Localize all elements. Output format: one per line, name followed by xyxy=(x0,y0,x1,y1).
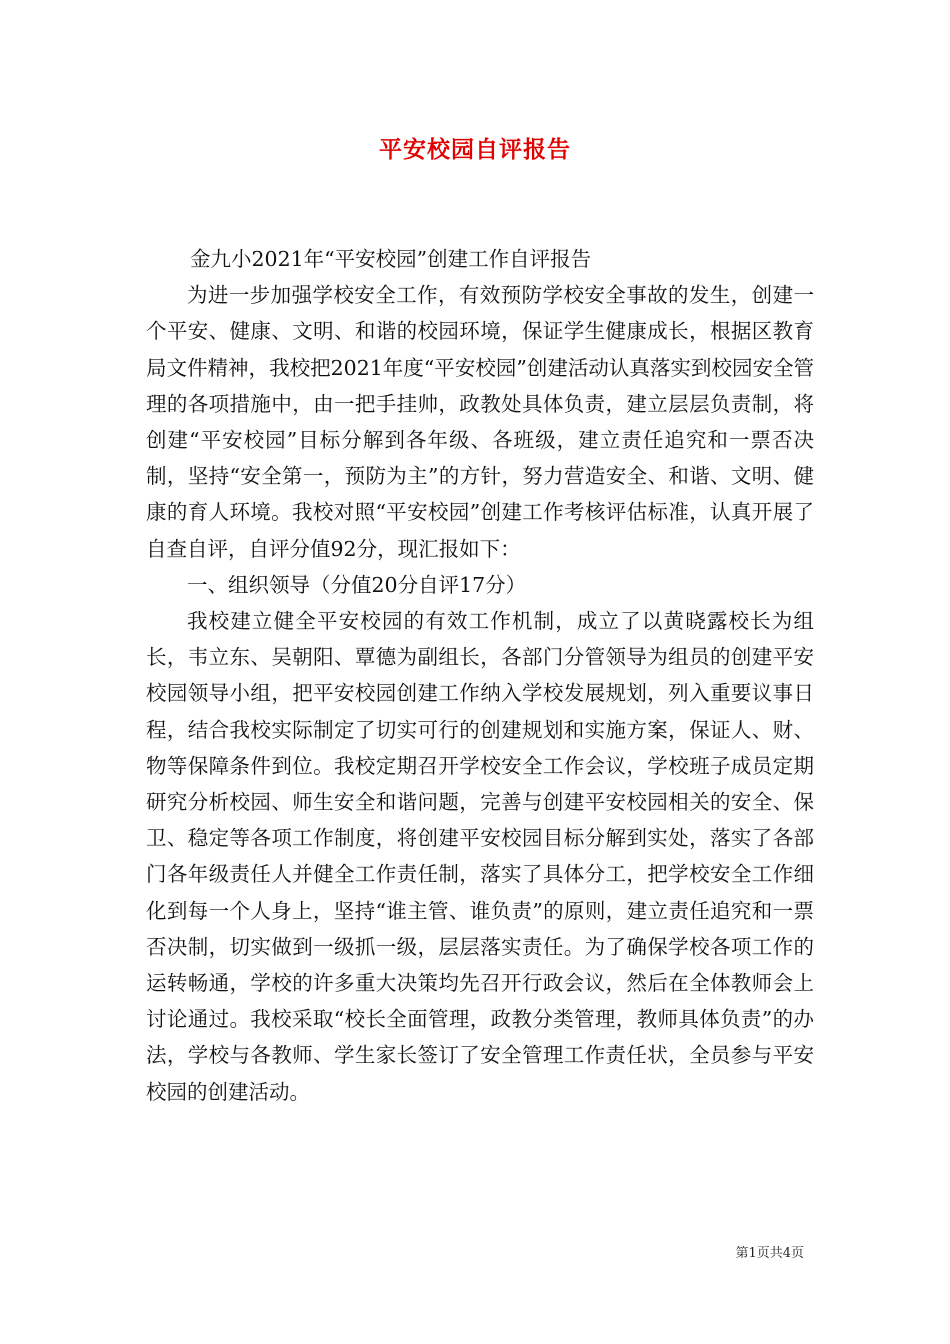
document-title: 平安校园自评报告 xyxy=(379,136,571,163)
paragraph-intro: 为进一步加强学校安全工作，有效预防学校安全事故的发生，创建一个平安、健康、文明、和谐的校园环境，保证学生健康成长，根据区教育局文件精神，我校把2021年度“平安校园”创建活动认真落实到校园安全管理的各项措施中，由一把手挂帅，政教处具体负责，建立层层负责制，将创建“平安校园”目标分解到各年级、各班级，建立责任追究和一票否决制，坚持“安全第一，预防为主”的方针，努力营造安全、和谐、文明、健康的育人环境。我校对照“平安校园”创建工作考核评估标准，认真开展了自查自评，自评分值92分，现汇报如下： xyxy=(146,283,814,561)
document-subtitle: 金九小2021年“平安校园”创建工作自评报告 xyxy=(190,247,592,271)
page-number: 第1页共4页 xyxy=(735,1246,804,1261)
paragraph-organization: 我校建立健全平安校园的有效工作机制，成立了以黄晓露校长为组长，韦立东、吴朝阳、覃德为副组长，各部门分管领导为组员的创建平安校园领导小组，把平安校园创建工作纳入学校发展规划，列入重要议事日程，结合我校实际制定了切实可行的创建规划和实施方案，保证人、财、物等保障条件到位。我校定期召开学校安全工作会议，学校班子成员定期研究分析校园、师生安全和谐问题，完善与创建平安校园相关的安全、保卫、稳定等各项工作制度，将创建平安校园目标分解到实处，落实了各部门各年级责任人并健全工作责任制，落实了具体分工，把学校安全工作细化到每一个人身上，坚持“谁主管、谁负责”的原则，建立责任追究和一票否决制，切实做到一级抓一级，层层落实责任。为了确保学校各项工作的运转畅通，学校的许多重大决策均先召开行政会议，然后在全体教师会上讨论通过。我校采取“校长全面管理，政教分类管理，教师具体负责”的办法，学校与各教师、学生家长签订了安全管理工作责任状，全员参与平安校园的创建活动。 xyxy=(146,609,814,1104)
section-heading-organization: 一、组织领导（分值20分自评17分） xyxy=(187,572,527,597)
document-body xyxy=(146,241,814,1110)
